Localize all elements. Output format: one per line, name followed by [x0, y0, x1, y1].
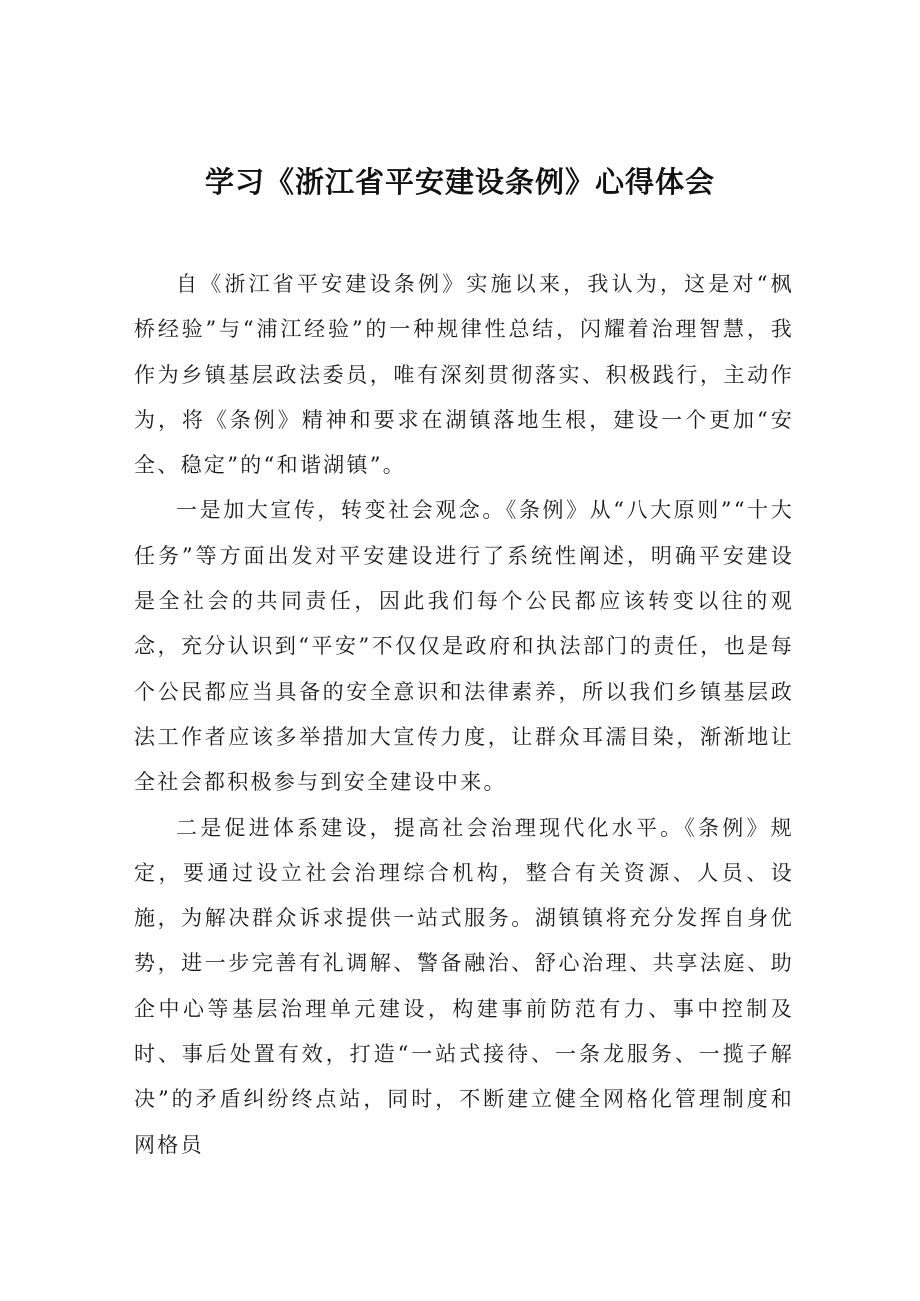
document-title: 学习《浙江省平安建设条例》心得体会: [204, 165, 715, 199]
paragraph-intro: 自《浙江省平安建设条例》实施以来，我认为，这是对“枫桥经验”与“浦江经验”的一种规律性总结，闪耀着治理智慧，我作为乡镇基层政法委员，唯有深刻贯彻落实、积极践行，主动作为，将《条例》精神和要求在湖镇落地生根，建设一个更加“安全、稳定”的“和谐湖镇”。: [134, 272, 794, 478]
paragraph-point-two: 二是促进体系建设，提高社会治理现代化水平。《条例》规定，要通过设立社会治理综合机构，整合有关资源、人员、设施，为解决群众诉求提供一站式服务。湖镇镇将充分发挥自身优势，进一步完善有礼调解、警备融治、舒心治理、共享法庭、助企中心等基层治理单元建设，构建事前防范有力、事中控制及时、事后处置有效，打造“一站式接待、一条龙服务、一揽子解决”的矛盾纠纷终点站，同时，不断建立健全网格化管理制度和网格员: [134, 815, 794, 1157]
paragraph-point-one: 一是加大宣传，转变社会观念。《条例》从“八大原则”“十大任务”等方面出发对平安建设进行了系统性阐述，明确平安建设是全社会的共同责任，因此我们每个公民都应该转变以往的观念，充分认识到“平安”不仅仅是政府和执法部门的责任，也是每个公民都应当具备的安全意识和法律素养，所以我们乡镇基层政法工作者应该多举措加大宣传力度，让群众耳濡目染，渐渐地让全社会都积极参与到安全建设中来。: [134, 498, 794, 795]
document-body: [134, 262, 794, 1168]
